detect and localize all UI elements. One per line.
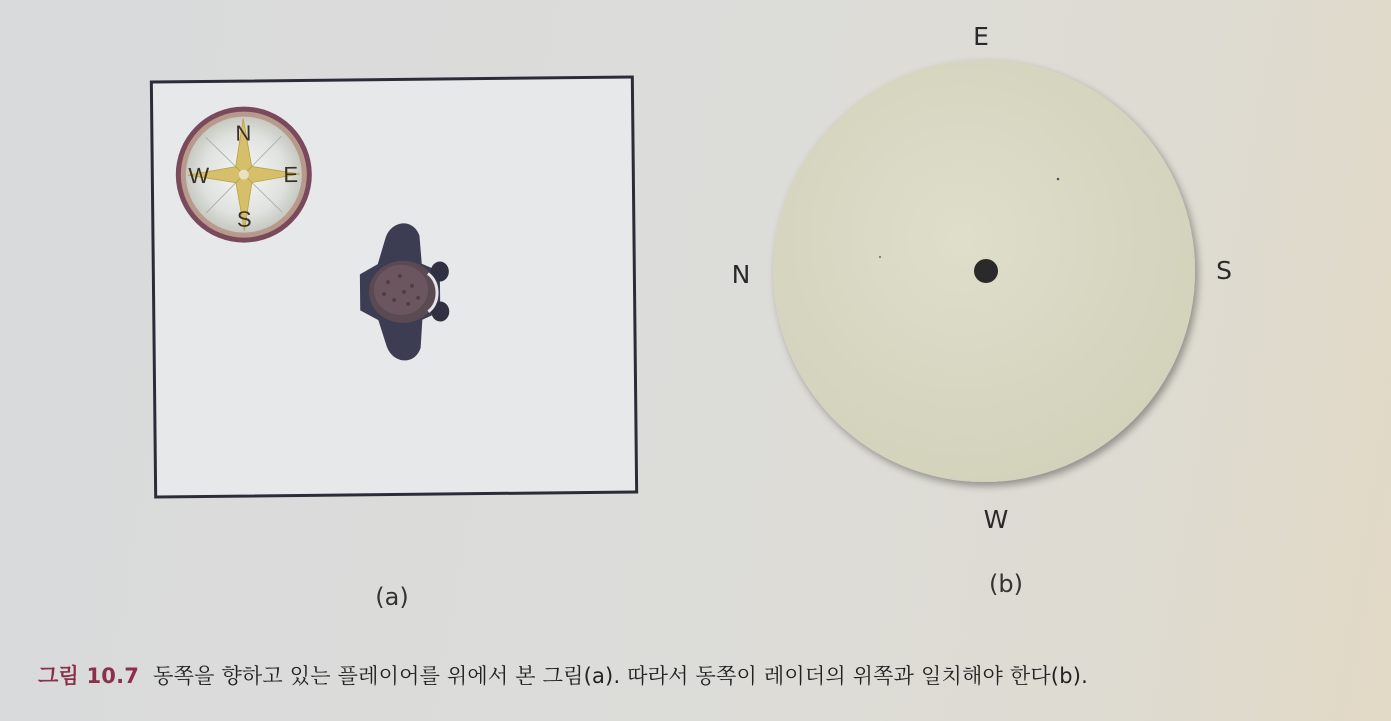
figure-a-panel (150, 75, 638, 498)
radar-right-direction-label: S (1216, 256, 1232, 285)
caption-text: 동쪽을 향하고 있는 플레이어를 위에서 본 그림(a). 따라서 동쪽이 레이더의 위쪽과 일치해야 한다(b). (153, 664, 1088, 688)
figure-b-label: (b) (989, 570, 1023, 598)
figure-caption (38, 660, 1088, 690)
compass-west-label: W (188, 162, 210, 189)
compass-east-label: E (283, 161, 299, 188)
player-top-view-icon (347, 215, 459, 366)
radar-top-direction-label: E (973, 22, 989, 51)
compass-north-label: N (235, 120, 252, 146)
caption-number: 그림 10.7 (38, 664, 140, 688)
figure-a-label: (a) (375, 583, 409, 611)
radar-player-dot (974, 259, 998, 283)
radar-bottom-direction-label: W (983, 505, 1009, 534)
compass-rose-icon (173, 104, 314, 245)
compass-south-label: S (236, 206, 252, 232)
radar-display (760, 55, 1210, 495)
radar-left-direction-label: N (731, 260, 751, 289)
